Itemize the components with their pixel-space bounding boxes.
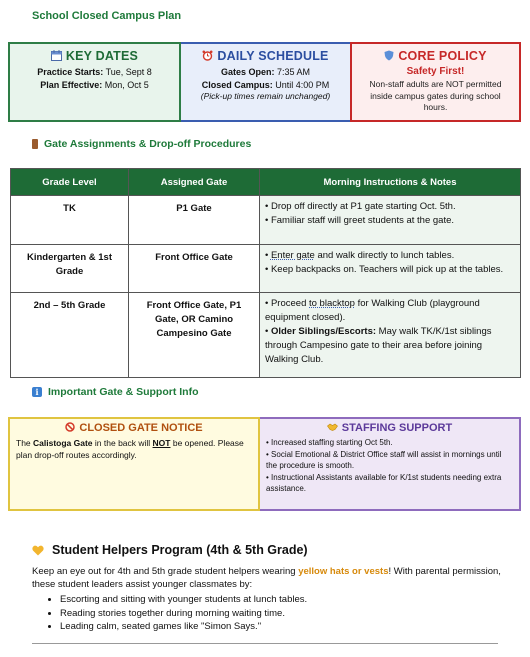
info-section-heading: i Important Gate & Support Info	[32, 386, 199, 398]
notes-cell: • Proceed to blacktop for Walking Club (playground equipment closed). • Older Siblings/Escorts: May walk TK/K/1st siblings through Campesino gate to their area before joining Walking Club.	[260, 293, 521, 378]
closed-gate-notice	[8, 417, 260, 511]
handshake-icon	[327, 422, 338, 432]
helpers-heading: Student Helpers Program (4th & 5th Grade)	[32, 543, 502, 557]
gate-cell: Front Office Gate	[129, 245, 260, 293]
effective-value: Mon, Oct 5	[104, 79, 149, 90]
gates-value: 7:35 AM	[277, 67, 311, 77]
practice-label: Practice Starts:	[37, 67, 104, 77]
table-row	[11, 245, 521, 293]
staffing-support	[260, 417, 521, 511]
list-item: • Reading stories together during morning waiting time.	[60, 607, 502, 621]
policy-text: Non-staff adults are NOT permitted inside campus gates during school hours.	[369, 79, 502, 112]
table-row	[11, 196, 521, 245]
effective-label: Plan Effective:	[40, 79, 103, 90]
core-policy-card	[350, 42, 521, 122]
door-icon	[32, 139, 38, 149]
table-header-row	[11, 169, 521, 196]
helpers-paragraph: Keep an eye out for 4th and 5th grade student helpers wearing yellow hats or vests! With parental permission, these student leaders assist younger classmates by:	[32, 566, 501, 590]
key-dates-heading: KEY DATES	[10, 49, 179, 63]
student-helpers-section	[32, 543, 502, 634]
gate-section-heading: Gate Assignments & Drop-off Procedures	[32, 138, 251, 150]
notes-cell: • Enter gate and walk directly to lunch tables. • Keep backpacks on. Teachers will pick up at the tables.	[260, 245, 521, 293]
prohibited-icon	[65, 422, 75, 432]
gate-assignments-table	[10, 168, 521, 378]
gate-cell: Front Office Gate, P1 Gate, OR Camino Campesino Gate	[129, 293, 260, 378]
list-item: • Escorting and sitting with younger students at lunch tables.	[60, 593, 502, 607]
gates-label: Gates Open:	[220, 67, 275, 77]
closed-campus-value: Until 4:00 PM	[275, 79, 330, 90]
heart-icon	[32, 545, 44, 556]
closed-gate-text: The Calistoga Gate in the back will NOT be opened. Please plan drop-off routes accordingly.	[16, 438, 244, 460]
safety-first-text: Safety First!	[406, 66, 465, 77]
list-item: • Leading calm, seated games like "Simon Says."	[60, 620, 502, 634]
page-title: School Closed Campus Plan	[32, 10, 182, 22]
column-header: Assigned Gate	[129, 169, 260, 196]
column-header: Morning Instructions & Notes	[260, 169, 521, 196]
pickup-note: (Pick-up times remain unchanged)	[200, 91, 331, 101]
helpers-list	[32, 593, 502, 634]
closed-campus-label: Closed Campus:	[201, 79, 273, 90]
summary-cards	[8, 42, 521, 122]
core-policy-heading: CORE POLICY	[352, 49, 519, 63]
alarm-clock-icon	[202, 50, 213, 61]
staffing-list: • Increased staffing starting Oct 5th. • Social Emotional & District Office staff will assist in mornings until the procedure is smooth. • Instructional Assistants available for K/1st students needing extra assistance.	[266, 438, 502, 493]
daily-schedule-card	[181, 42, 350, 122]
daily-schedule-heading: DAILY SCHEDULE	[181, 49, 350, 63]
grade-cell: 2nd – 5th Grade	[11, 293, 129, 378]
shield-icon	[384, 50, 394, 61]
info-icon: i	[32, 387, 42, 397]
grade-cell: Kindergarten & 1st Grade	[11, 245, 129, 293]
notes-cell: • Drop off directly at P1 gate starting Oct. 5th. • Familiar staff will greet students at the gate.	[260, 196, 521, 245]
grade-cell: TK	[11, 196, 129, 245]
table-row	[11, 293, 521, 378]
column-header: Grade Level	[11, 169, 129, 196]
staffing-heading: STAFFING SUPPORT	[266, 422, 513, 434]
gate-cell: P1 Gate	[129, 196, 260, 245]
calendar-icon	[51, 50, 62, 61]
closed-gate-heading: CLOSED GATE NOTICE	[16, 422, 252, 434]
practice-value: Tue, Sept 8	[105, 67, 152, 77]
notice-boxes	[8, 417, 521, 511]
key-dates-card	[8, 42, 181, 122]
bottom-divider	[32, 643, 498, 644]
